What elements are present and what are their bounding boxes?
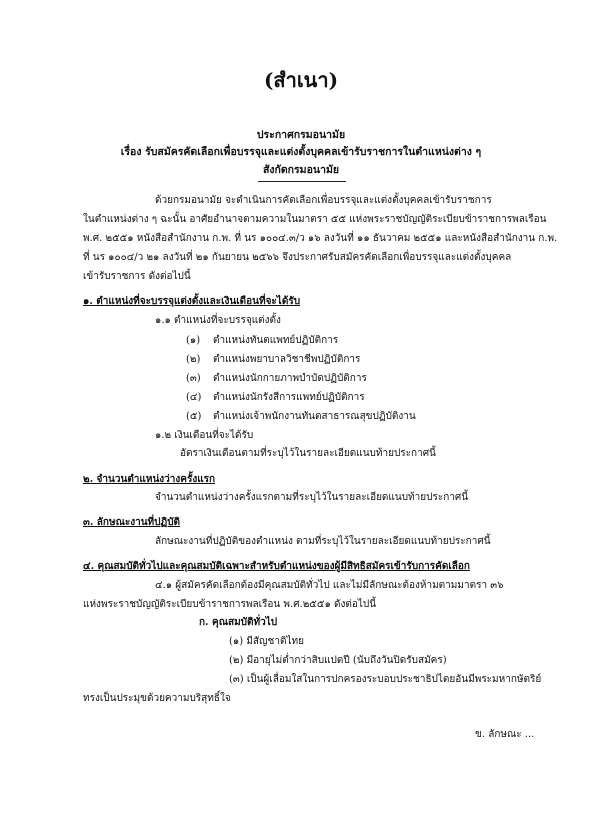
header-divider (258, 181, 346, 182)
qualification-continuation: ทรงเป็นประมุขด้วยความบริสุทธิ์ใจ (83, 693, 231, 704)
section-1-2-heading: ๑.๒ เงินเดือนที่จะได้รับ (155, 430, 254, 441)
position-item-number: (๑) (186, 335, 201, 346)
qualification-item: (๓) เป็นผู้เลื่อมใสในการปกครองระบอบประชาธิปไตยอันมีพระมหากษัตริย์ (229, 674, 542, 685)
section-4-heading: ๔. คุณสมบัติทั่วไปและคุณสมบัติเฉพาะสำหรับตำแหน่งของผู้มีสิทธิสมัครเข้ารับการคัดเลือก (83, 561, 470, 572)
general-qualifications-heading: ก. คุณสมบัติทั่วไป (199, 617, 278, 628)
section-1-heading: ๑. ตำแหน่งที่จะบรรจุแต่งตั้งและเงินเดือนที่จะได้รับ (83, 296, 301, 307)
section-1-1-heading: ๑.๑ ตำแหน่งที่จะบรรจุแต่งตั้ง (155, 315, 281, 326)
salary-text: อัตราเงินเดือนตามที่ระบุไว้ในรายละเอียดแนบท้ายประกาศนี้ (180, 448, 436, 459)
announcement-subject: เรื่อง รับสมัครคัดเลือกเพื่อบรรจุและแต่งตั้งบุคคลเข้ารับราชการในตำแหน่งต่าง ๆ (120, 146, 482, 158)
section-4-1-line: ๔.๑ ผู้สมัครคัดเลือกต้องมีคุณสมบัติทั่วไป และไม่มีลักษณะต้องห้ามตามมาตรา ๓๖ (155, 580, 504, 591)
announcement-affiliation: สังกัดกรมอนามัย (262, 164, 340, 176)
intro-line: พ.ศ. ๒๕๕๑ หนังสือสำนักงาน ก.พ. ที่ นร ๑๐๐๔.๓/ว ๑๖ ลงวันที่ ๑๑ ธันวาคม ๒๕๕๑ และหนังสือสำนักงาน ก.พ. (83, 233, 558, 244)
intro-line: ด้วยกรมอนามัย จะดำเนินการคัดเลือกเพื่อบรรจุและแต่งตั้งบุคคลเข้ารับราชการ (155, 195, 492, 206)
position-item-number: (๒) (186, 354, 201, 365)
section-4-1-line: แห่งพระราชบัญญัติระเบียบข้าราชการพลเรือน พ.ศ.๒๕๕๑ ดังต่อไปนี้ (83, 599, 377, 610)
section-3-text: ลักษณะงานที่ปฏิบัติของตำแหน่ง ตามที่ระบุไว้ในรายละเอียดแนบท้ายประกาศนี้ (155, 536, 491, 547)
qualification-item: (๑) มีสัญชาติไทย (229, 636, 304, 647)
intro-line: ในตำแหน่งต่าง ๆ ฉะนั้น อาศัยอำนาจตามความในมาตรา ๕๕ แห่งพระราชบัญญัติระเบียบข้าราชการพลเรือน (83, 214, 547, 225)
qualification-item: (๒) มีอายุไม่ต่ำกว่าสิบแปดปี (นับถึงวันปิดรับสมัคร) (229, 655, 447, 666)
position-item-text: ตำแหน่งนักกายภาพบำบัดปฏิบัติการ (213, 373, 367, 384)
section-3-heading: ๓. ลักษณะงานที่ปฏิบัติ (83, 517, 181, 528)
intro-line: เข้ารับราชการ ดังต่อไปนี้ (83, 271, 191, 282)
page-continuation-note: ข. ลักษณะ ... (475, 729, 535, 740)
position-item-number: (๕) (186, 411, 202, 422)
position-item-text: ตำแหน่งนักรังสีการแพทย์ปฏิบัติการ (213, 392, 365, 403)
intro-line: ที่ นร ๑๐๐๔/ว ๒๑ ลงวันที่ ๒๑ กันยายน ๒๕๖๖ จึงประกาศรับสมัครคัดเลือกเพื่อบรรจุและแต่งตั้งบุคคล (83, 252, 512, 263)
announcement-issuer: ประกาศกรมอนามัย (256, 129, 346, 141)
position-item-number: (๔) (186, 392, 202, 403)
position-item-text: ตำแหน่งพยาบาลวิชาชีพปฏิบัติการ (213, 354, 361, 365)
document-title: (สำเนา) (263, 68, 339, 92)
section-2-text: จำนวนตำแหน่งว่างครั้งแรกตามที่ระบุไว้ในรายละเอียดแนบท้ายประกาศนี้ (155, 492, 469, 503)
position-item-number: (๓) (186, 373, 201, 384)
section-2-heading: ๒. จำนวนตำแหน่งว่างครั้งแรก (83, 474, 216, 485)
position-item-text: ตำแหน่งทันตแพทย์ปฏิบัติการ (213, 335, 339, 346)
position-item-text: ตำแหน่งเจ้าพนักงานทันตสาธารณสุขปฏิบัติงาน (213, 411, 416, 422)
